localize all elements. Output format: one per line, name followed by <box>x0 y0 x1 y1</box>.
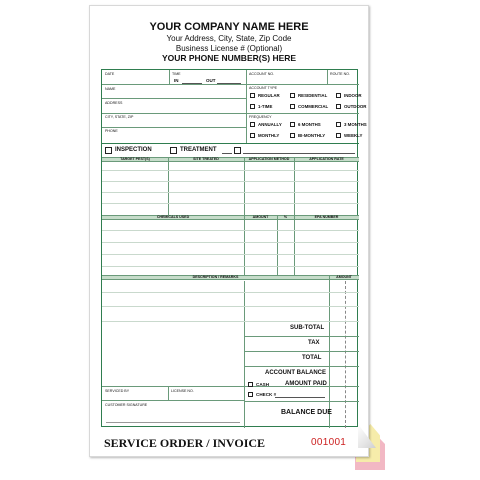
cents-divider <box>345 281 346 428</box>
residential-checkbox[interactable] <box>290 93 295 98</box>
one-time-checkbox[interactable] <box>250 104 255 109</box>
commercial-checkbox[interactable] <box>290 104 295 109</box>
totals-rule <box>244 351 359 352</box>
treatment-label: TREATMENT <box>180 147 217 153</box>
table-row-rule <box>102 192 359 193</box>
outdoor-label: OUTDOOR <box>344 104 367 109</box>
check-label: CHECK # <box>256 392 277 397</box>
treatment-other-field[interactable] <box>222 153 232 154</box>
signature-line[interactable] <box>106 422 240 423</box>
info-rule <box>102 113 246 114</box>
serviced-by-label: SERVICED BY <box>105 389 130 393</box>
date-time-divider <box>169 70 170 84</box>
license-no-label: LICENSE NO. <box>171 389 194 393</box>
application-rate-header: APPLICATION RATE <box>309 157 344 161</box>
table-row-rule <box>102 230 359 231</box>
company-phone: YOUR PHONE NUMBER(S) HERE <box>161 53 297 63</box>
indoor-checkbox[interactable] <box>336 93 341 98</box>
section-rule <box>102 143 359 144</box>
table-row-rule <box>102 203 359 204</box>
table-row-rule <box>102 181 359 182</box>
table-col-divider <box>168 157 169 215</box>
totals-divider <box>244 281 245 386</box>
epa-number-header: EPA NUMBER <box>314 215 339 219</box>
time-in-label: IN <box>174 78 179 83</box>
form-border <box>101 69 367 427</box>
table-row-rule <box>102 242 359 243</box>
other-service-field[interactable] <box>243 153 355 154</box>
table-row-rule <box>102 266 359 267</box>
residential-label: RESIDENTIAL <box>298 93 328 98</box>
inspection-checkbox[interactable] <box>105 147 112 154</box>
table-col-divider <box>294 157 295 215</box>
table-row-rule <box>102 170 359 171</box>
check-number-field[interactable] <box>275 397 325 398</box>
invoice-form <box>89 5 369 457</box>
regular-label: REGULAR <box>258 93 280 98</box>
site-treated-header: SITE TREATED <box>193 157 219 161</box>
inspection-label: INSPECTION <box>115 147 152 153</box>
commercial-label: COMMERCIAL <box>298 104 329 109</box>
description-header: DESCRIPTION / REMARKS <box>192 275 239 279</box>
account-balance-label: ACCOUNT BALANCE <box>265 370 326 376</box>
tax-label: TAX <box>308 340 320 346</box>
phone-label: PHONE <box>105 129 118 133</box>
amount-header: AMOUNT <box>252 215 269 219</box>
signoff-divider <box>244 386 245 428</box>
name-label: NAME <box>105 87 116 91</box>
account-route-divider <box>327 70 328 84</box>
company-address: Your Address, City, State, Zip Code <box>166 34 292 43</box>
amount-line <box>244 292 359 293</box>
indoor-label: INDOOR <box>344 93 362 98</box>
amount-paid-label: AMOUNT PAID <box>285 381 327 387</box>
amount-line <box>244 306 359 307</box>
regular-checkbox[interactable] <box>250 93 255 98</box>
account-type-label: ACCOUNT TYPE <box>249 86 278 90</box>
signoff-rule <box>102 400 244 401</box>
company-name: YOUR COMPANY NAME HERE <box>149 21 309 33</box>
account-no-label: ACCOUNT NO. <box>249 72 275 76</box>
city-state-zip-label: CITY, STATE, ZIP <box>105 115 134 119</box>
time-out-label: OUT <box>206 78 216 83</box>
info-divider <box>246 70 247 143</box>
monthly-label: MONTHLY <box>258 133 280 138</box>
chemicals-used-header: CHEMICALS USED <box>156 215 190 219</box>
six-months-checkbox[interactable] <box>290 122 295 127</box>
license-divider <box>168 386 169 400</box>
outdoor-checkbox[interactable] <box>336 104 341 109</box>
customer-signature-label: CUSTOMER SIGNATURE <box>105 403 148 407</box>
invoice-number: 001001 <box>311 437 347 448</box>
six-months-label: 6 MONTHS <box>298 122 321 127</box>
business-license: Business License # (Optional) <box>175 44 283 53</box>
info-rule <box>102 98 246 99</box>
table-col-divider <box>244 157 245 215</box>
amount-line <box>244 321 359 322</box>
check-checkbox[interactable] <box>248 392 253 397</box>
three-months-label: 3 MONTHS <box>344 122 367 127</box>
application-method-header: APPLICATION METHOD <box>248 157 290 161</box>
cash-label: CASH <box>256 382 270 387</box>
three-months-checkbox[interactable] <box>336 122 341 127</box>
info-rule <box>246 84 359 85</box>
date-label: DATE <box>105 72 115 76</box>
info-rule <box>102 127 246 128</box>
total-label: TOTAL <box>302 355 322 361</box>
one-time-label: 1-TIME <box>258 104 273 109</box>
table-row-rule <box>102 254 359 255</box>
bi-monthly-checkbox[interactable] <box>290 133 295 138</box>
weekly-label: WEEKLY <box>344 133 363 138</box>
form-title: SERVICE ORDER / INVOICE <box>104 436 266 450</box>
annually-checkbox[interactable] <box>250 122 255 127</box>
totals-rule <box>244 366 359 367</box>
info-rule <box>246 113 359 114</box>
frequency-label: FREQUENCY <box>249 115 272 119</box>
route-no-label: ROUTE NO. <box>330 72 350 76</box>
sub-total-label: SUB-TOTAL <box>290 325 325 331</box>
treatment-checkbox[interactable] <box>170 147 177 154</box>
totals-rule <box>244 336 359 337</box>
weekly-checkbox[interactable] <box>336 133 341 138</box>
info-rule <box>102 84 246 85</box>
totals-rule <box>244 401 359 402</box>
address-label: ADDRESS <box>105 101 123 105</box>
monthly-checkbox[interactable] <box>250 133 255 138</box>
time-label: TIME <box>172 72 181 76</box>
annually-label: ANNUALLY <box>258 122 282 127</box>
bi-monthly-label: BI-MONTHLY <box>298 133 326 138</box>
balance-due-label: BALANCE DUE <box>281 409 332 416</box>
target-pests-header: TARGET PEST(S) <box>120 157 150 161</box>
amount-column-header: AMOUNT <box>336 275 352 279</box>
cash-checkbox[interactable] <box>248 382 253 387</box>
other-service-checkbox[interactable] <box>234 147 241 154</box>
percent-header: % <box>283 215 288 219</box>
